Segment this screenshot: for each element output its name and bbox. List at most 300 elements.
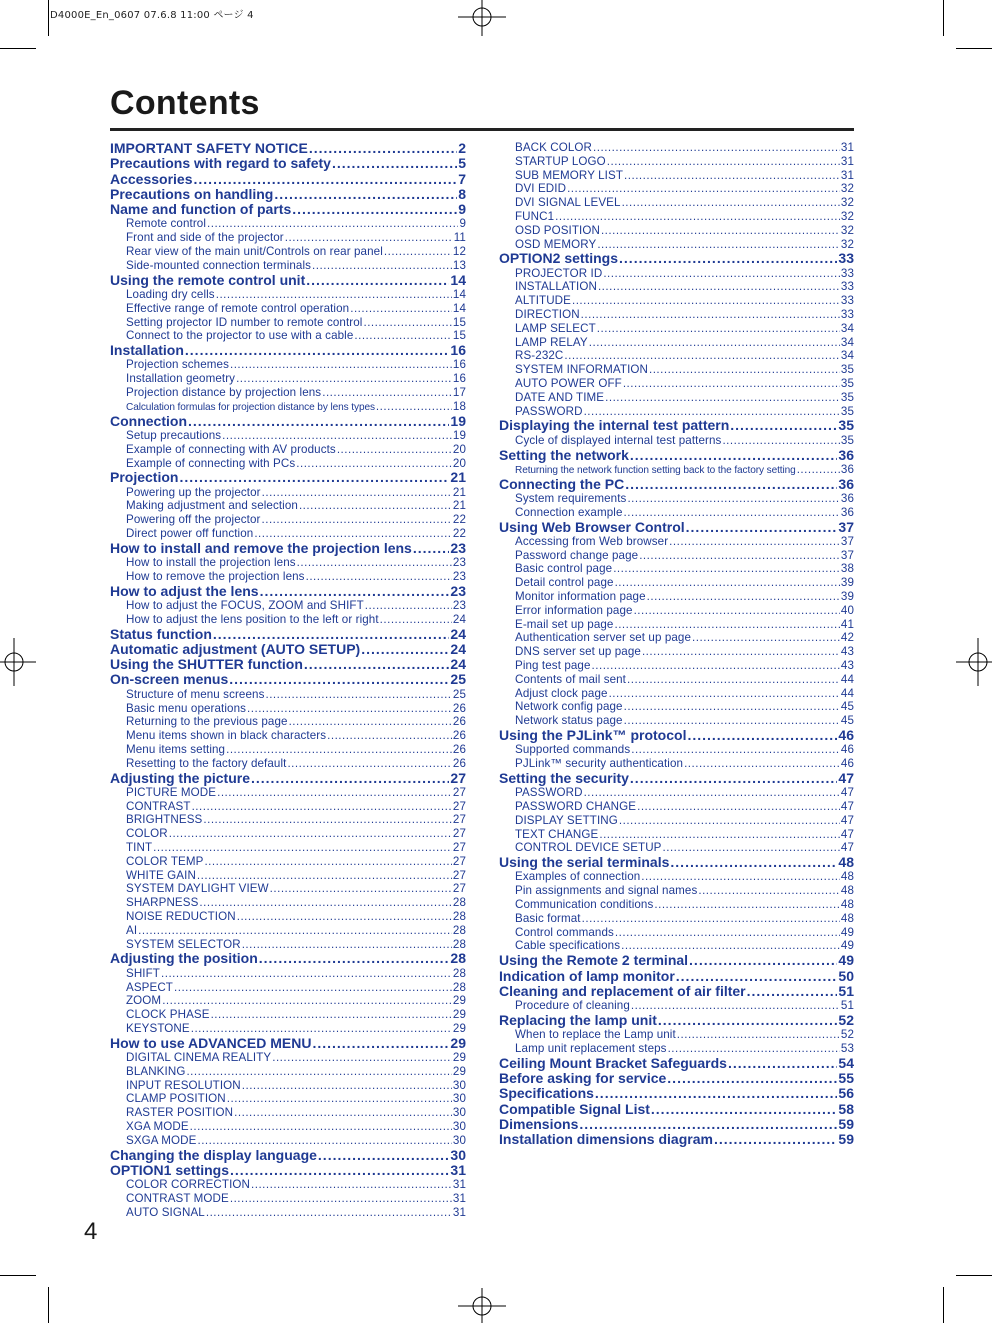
toc-page-number: 27 [452, 841, 466, 855]
toc-page-number: 41 [840, 617, 854, 631]
toc-page-number: 47 [840, 813, 854, 827]
toc-entry [499, 728, 854, 743]
toc-subentry [110, 486, 466, 500]
toc-page-number: 28 [452, 980, 466, 994]
dot-leader [299, 499, 452, 513]
toc-page-number: 29 [452, 1064, 466, 1078]
dot-leader [730, 418, 837, 433]
toc-subentry [110, 1192, 466, 1206]
toc-page-number: 47 [840, 786, 854, 800]
toc-page-number: 20 [452, 442, 466, 456]
dot-leader [582, 912, 840, 926]
toc-entry-title: Basic format [515, 911, 581, 925]
toc-subentry [499, 169, 854, 183]
dot-leader [270, 882, 452, 896]
toc-entry-title: Using the remote control unit [110, 271, 306, 288]
dot-leader [625, 477, 837, 492]
dot-leader [174, 981, 452, 995]
toc-entry-title: CONTRAST MODE [126, 1191, 229, 1205]
toc-entry-title: BRIGHTNESS [126, 813, 203, 827]
dot-leader [621, 939, 840, 953]
dot-leader [206, 1206, 452, 1220]
dot-leader [624, 169, 840, 183]
toc-entry [499, 477, 854, 492]
dot-leader [598, 280, 840, 294]
toc-page-number: 24 [450, 625, 466, 642]
toc-page-number: 28 [452, 910, 466, 924]
toc-subentry [110, 288, 466, 302]
registration-mark-icon [458, 1288, 506, 1323]
toc-page-number: 44 [840, 672, 854, 686]
dot-leader [630, 448, 838, 463]
toc-entry-title: STARTUP LOGO [515, 154, 606, 168]
toc-entry-title: PICTURE MODE [126, 785, 217, 799]
dot-leader [207, 217, 458, 231]
toc-entry [110, 627, 466, 642]
toc-entry-title: Authentication server set up page [515, 631, 692, 645]
toc-page-number: 35 [838, 417, 854, 434]
toc-entry-title: Setting the network [499, 446, 629, 463]
toc-page-number: 29 [452, 1021, 466, 1035]
toc-subentry [110, 259, 466, 273]
toc-page-number: 40 [840, 603, 854, 617]
dot-leader [292, 202, 457, 217]
dot-leader [161, 967, 452, 981]
toc-subentry [499, 659, 854, 673]
toc-entry-title: CLAMP POSITION [126, 1092, 226, 1106]
dot-leader [651, 1102, 838, 1117]
toc-subentry [110, 715, 466, 729]
dot-leader [722, 434, 839, 448]
dot-leader [605, 391, 840, 405]
dot-leader [309, 141, 457, 156]
toc-page-number: 58 [838, 1100, 854, 1117]
toc-entry-title: PASSWORD CHANGE [515, 799, 637, 813]
toc-page-number: 31 [452, 1205, 466, 1219]
toc-page-number: 30 [450, 1146, 466, 1163]
print-header-note: D4000E_En_0607 07.6.8 11:00 ページ 4 [50, 10, 254, 21]
dot-leader [630, 771, 838, 786]
toc-page-number: 55 [838, 1070, 854, 1087]
toc-entry-title: SHARPNESS [126, 896, 199, 910]
toc-subentry [499, 549, 854, 563]
dot-leader [262, 513, 452, 527]
toc-subentry [499, 210, 854, 224]
toc-page-number: 52 [840, 1028, 854, 1042]
toc-subentry [499, 267, 854, 281]
dot-leader [289, 715, 452, 729]
toc-entry-title: DNS server set up page [515, 645, 641, 659]
toc-subentry [499, 492, 854, 506]
toc-entry-title: Structure of menu screens [126, 687, 265, 701]
toc-subentry [110, 386, 466, 400]
toc-entry-title: Replacing the lamp unit [499, 1011, 657, 1028]
toc-page-number: 23 [452, 599, 466, 612]
toc-entry [110, 273, 466, 288]
toc-page-number: 16 [450, 342, 466, 359]
dot-leader [227, 1092, 452, 1106]
toc-page-number: 28 [450, 950, 466, 967]
dot-leader [194, 172, 458, 187]
toc-subentry [110, 1120, 466, 1134]
toc-page-number: 50 [838, 967, 854, 984]
dot-leader [622, 196, 840, 210]
toc-entry [499, 520, 854, 535]
toc-entry-title: RASTER POSITION [126, 1106, 234, 1120]
dot-leader [631, 743, 840, 757]
dot-leader [797, 463, 840, 477]
toc-subentry [110, 1206, 466, 1220]
toc-page-number: 35 [840, 404, 854, 418]
toc-entry [110, 1036, 466, 1051]
toc-subentry [499, 673, 854, 687]
toc-entry-title: Cleaning and replacement of air filter [499, 982, 746, 999]
dot-leader [623, 377, 840, 391]
dot-leader [714, 1132, 837, 1147]
toc-entry-title: Ceiling Mount Bracket Safeguards [499, 1054, 727, 1071]
dot-leader [312, 259, 452, 273]
toc-subentry [499, 463, 854, 477]
dot-leader [555, 210, 840, 224]
toc-entry [499, 984, 854, 999]
toc-page-number: 35 [840, 363, 854, 377]
toc-entry-title: RS-232C [515, 349, 564, 363]
toc-entry [499, 969, 854, 984]
dot-leader [237, 910, 452, 924]
dot-leader [153, 841, 452, 855]
toc-entry-title: How to adjust the lens [110, 582, 259, 599]
toc-subentry [499, 714, 854, 728]
dot-leader [642, 645, 840, 659]
dot-leader [597, 322, 840, 336]
toc-subentry [499, 349, 854, 363]
toc-entry [110, 141, 466, 156]
toc-entry [499, 1071, 854, 1086]
dot-leader [190, 1120, 452, 1134]
toc-subentry [110, 231, 466, 245]
toc-subentry [110, 1065, 466, 1079]
toc-entry-title: Supported commands [515, 743, 631, 757]
toc-subentry [110, 841, 466, 855]
toc-subentry [499, 155, 854, 169]
dot-leader [654, 898, 840, 912]
toc-subentry [499, 535, 854, 549]
toc-entry-title: Cable specifications [515, 939, 621, 953]
dot-leader [589, 336, 840, 350]
dot-leader [169, 827, 452, 841]
toc-page-number: 32 [840, 237, 854, 251]
toc-page-number: 36 [840, 491, 854, 505]
toc-subentry [499, 700, 854, 714]
toc-page-number: 12 [452, 245, 466, 259]
dot-leader [619, 251, 837, 266]
toc-entry-title: Specifications [499, 1085, 594, 1102]
toc-entry-title: How to adjust the lens position to the left or right [126, 612, 379, 626]
toc-entry-title: On-screen menus [110, 671, 229, 688]
toc-entry-title: Side-mounted connection terminals [126, 258, 312, 272]
dot-leader [677, 1028, 840, 1042]
toc-subentry [499, 391, 854, 405]
toc-subentry [110, 924, 466, 938]
toc-entry-title: Network config page [515, 700, 623, 714]
page-number: 4 [84, 1218, 98, 1245]
toc-entry [499, 1132, 854, 1147]
toc-subentry [110, 316, 466, 330]
dot-leader [627, 492, 839, 506]
page-title: Contents [110, 84, 260, 122]
dot-leader [229, 672, 449, 687]
toc-page-number: 27 [452, 882, 466, 896]
toc-subentry [499, 182, 854, 196]
toc-page-number: 30 [452, 1133, 466, 1147]
toc-entry-title: CONTRAST [126, 799, 191, 813]
dot-leader [614, 618, 839, 632]
dot-leader [332, 156, 457, 171]
toc-entry-title: XGA MODE [126, 1119, 189, 1133]
toc-page-number: 15 [452, 315, 466, 329]
toc-entry-title: Precautions on handling [110, 185, 274, 202]
toc-subentry [110, 1178, 466, 1192]
dot-leader [728, 1056, 837, 1071]
toc-entry-title: Password change page [515, 548, 639, 562]
toc-subentry [499, 576, 854, 590]
toc-page-number: 32 [840, 196, 854, 210]
dot-leader [191, 1022, 452, 1036]
toc-entry [110, 156, 466, 171]
toc-subentry [499, 939, 854, 953]
toc-page-number: 25 [450, 671, 466, 688]
toc-page-number: 53 [840, 1042, 854, 1055]
dot-leader [413, 541, 450, 556]
toc-page-number: 51 [838, 982, 854, 999]
crop-mark [0, 48, 36, 49]
toc-subentry [499, 506, 854, 520]
toc-entry-title: Dimensions [499, 1115, 579, 1132]
toc-entry-title: DISPLAY SETTING [515, 813, 618, 827]
toc-page-number: 42 [840, 631, 854, 645]
registration-mark-icon [0, 638, 36, 686]
toc-page-number: 21 [450, 469, 466, 486]
toc-page-number: 23 [450, 582, 466, 599]
dot-leader [318, 1148, 450, 1163]
dot-leader [607, 155, 840, 169]
toc-page-number: 27 [452, 785, 466, 799]
toc-entry-title: System requirements [515, 491, 627, 505]
toc-page-number: 23 [450, 539, 466, 556]
toc-subentry [499, 224, 854, 238]
dot-leader [179, 470, 449, 485]
toc-page-number: 8 [458, 185, 466, 202]
toc-entry-title: SUB MEMORY LIST [515, 168, 624, 182]
dot-leader [230, 1192, 452, 1206]
toc-entry-title: Using Web Browser Control [499, 518, 685, 535]
toc-page-number: 47 [840, 799, 854, 813]
toc-page-number: 44 [840, 686, 854, 700]
toc-page-number: 30 [452, 1092, 466, 1106]
toc-entry-title: Menu items shown in black characters [126, 729, 327, 743]
toc-page-number: 27 [450, 769, 466, 786]
toc-subentry [499, 562, 854, 576]
toc-entry [499, 1086, 854, 1101]
toc-entry-title: Adjusting the position [110, 950, 258, 967]
dot-leader [285, 231, 453, 245]
toc-subentry [110, 882, 466, 896]
toc-page-number: 19 [450, 412, 466, 429]
toc-page-number: 30 [452, 1078, 466, 1092]
dot-leader [216, 288, 452, 302]
toc-subentry [110, 813, 466, 827]
toc-entry-title: AUTO POWER OFF [515, 377, 622, 391]
toc-subentry [110, 443, 466, 457]
toc-page-number: 37 [840, 534, 854, 548]
toc-page-number: 36 [840, 505, 854, 519]
toc-page-number: 33 [838, 250, 854, 267]
toc-subentry [110, 358, 466, 372]
toc-page-number: 5 [458, 155, 466, 172]
toc-entry-title: OSD POSITION [515, 223, 600, 237]
dot-leader [138, 924, 452, 938]
toc-entry-title: PASSWORD [515, 404, 583, 418]
dot-leader [211, 1008, 452, 1022]
toc-entry-title: Monitor information page [515, 590, 646, 603]
toc-page-number: 31 [840, 154, 854, 168]
toc-subentry [499, 631, 854, 645]
toc-page-number: 14 [450, 271, 466, 288]
toc-entry-title: Basic control page [515, 562, 613, 576]
toc-page-number: 34 [840, 335, 854, 349]
toc-page-number: 26 [452, 701, 466, 715]
toc-subentry [110, 896, 466, 910]
toc-entry-title: Accessories [110, 170, 193, 187]
toc-subentry [110, 827, 466, 841]
toc-left-column [110, 141, 466, 1220]
toc-entry [110, 414, 466, 429]
toc-entry-title: ASPECT [126, 980, 173, 994]
toc-page-number: 24 [450, 656, 466, 673]
toc-subentry [110, 1008, 466, 1022]
toc-page-number: 18 [452, 399, 466, 413]
dot-leader [593, 141, 840, 155]
toc-entry [499, 1102, 854, 1117]
dot-leader [615, 576, 840, 590]
dot-leader [337, 443, 452, 457]
toc-entry-title: SYSTEM SELECTOR [126, 937, 241, 951]
dot-leader [663, 841, 840, 855]
toc-page-number: 23 [452, 569, 466, 583]
toc-subentry [110, 513, 466, 527]
toc-page-number: 22 [452, 513, 466, 527]
toc-entry [110, 951, 466, 966]
crop-mark [956, 48, 992, 49]
toc-entry-title: Installation geometry [126, 372, 236, 386]
dot-leader [287, 757, 451, 771]
toc-page-number: 32 [840, 209, 854, 223]
toc-subentry [110, 855, 466, 869]
toc-entry-title: How to adjust the FOCUS, ZOOM and SHIFT [126, 599, 364, 612]
toc-page-number: 47 [838, 769, 854, 786]
dot-leader [624, 714, 840, 728]
toc-page-number: 45 [840, 714, 854, 728]
toc-subentry [499, 870, 854, 884]
toc-entry [110, 172, 466, 187]
dot-leader [615, 926, 840, 940]
toc-page-number: 49 [838, 952, 854, 969]
toc-entry-title: COLOR CORRECTION [126, 1178, 250, 1192]
toc-page-number: 59 [838, 1115, 854, 1132]
dot-leader [188, 414, 449, 429]
toc-page-number: 27 [452, 813, 466, 827]
toc-entry-title: Connection example [515, 505, 623, 519]
dot-leader [572, 294, 840, 308]
toc-page-number: 54 [838, 1054, 854, 1071]
toc-subentry [499, 999, 854, 1013]
toc-page-number: 13 [452, 258, 466, 272]
toc-page-number: 33 [840, 308, 854, 322]
toc-entry-title: Examples of connection [515, 870, 641, 884]
toc-subentry [499, 841, 854, 855]
toc-page-number: 27 [452, 799, 466, 813]
dot-leader [259, 951, 450, 966]
toc-entry [110, 657, 466, 672]
dot-leader [698, 884, 840, 898]
toc-entry-title: Using the Remote 2 terminal [499, 952, 689, 969]
toc-subentry [110, 786, 466, 800]
toc-subentry [499, 377, 854, 391]
toc-entry-title: ALTITUDE [515, 294, 571, 308]
dot-leader [603, 267, 840, 281]
toc-page-number: 26 [452, 756, 466, 770]
toc-entry [110, 672, 466, 687]
dot-leader [185, 343, 450, 358]
toc-subentry [499, 743, 854, 757]
toc-page-number: 28 [452, 923, 466, 937]
toc-entry-title: Indication of lamp monitor [499, 967, 675, 984]
toc-page-number: 26 [452, 715, 466, 729]
toc-entry-title: Calculation formulas for projection distance by lens types [126, 401, 375, 413]
toc-subentry [110, 372, 466, 386]
dot-leader [376, 400, 452, 414]
dot-leader [361, 642, 449, 657]
toc-page-number: 31 [840, 141, 854, 154]
dot-leader [203, 813, 452, 827]
toc-page-number: 19 [452, 428, 466, 442]
toc-subentry [110, 1134, 466, 1148]
toc-subentry [499, 590, 854, 604]
toc-entry-title: LAMP SELECT [515, 321, 596, 335]
toc-subentry [110, 556, 466, 570]
toc-page-number: 21 [452, 499, 466, 513]
toc-entry [110, 642, 466, 657]
toc-page-number: 38 [840, 562, 854, 576]
dot-leader [197, 869, 452, 883]
toc-subentry [499, 898, 854, 912]
toc-entry-title: Front and side of the projector [126, 231, 284, 245]
toc-entry [110, 584, 466, 599]
toc-entry-title: DVI SIGNAL LEVEL [515, 196, 621, 210]
dot-leader [595, 1086, 838, 1101]
dot-leader [579, 1117, 837, 1132]
toc-entry-title: KEYSTONE [126, 1021, 190, 1035]
toc-subentry [499, 757, 854, 771]
toc-entry-title: Adjusting the picture [110, 769, 250, 786]
toc-subentry [110, 743, 466, 757]
toc-page-number: 51 [840, 999, 854, 1013]
toc-subentry [499, 238, 854, 252]
toc-subentry [499, 294, 854, 308]
toc-entry-title: Using the serial terminals [499, 854, 670, 871]
toc-entry-title: Powering off the projector [126, 513, 261, 527]
toc-entry-title: Making adjustment and selection [126, 499, 298, 513]
